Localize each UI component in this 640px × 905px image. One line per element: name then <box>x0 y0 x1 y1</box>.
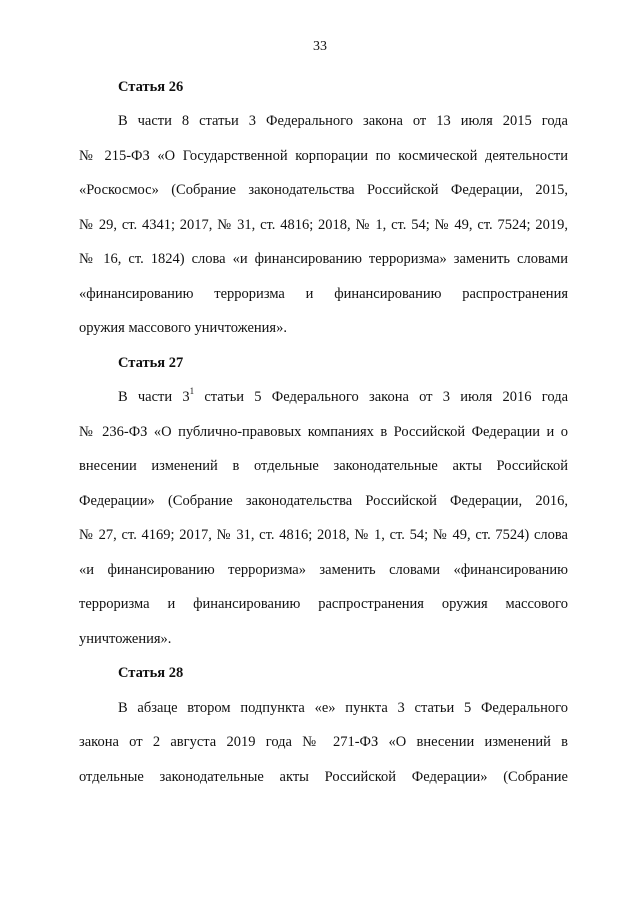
article-27-line-1-end: статьи 5 Федерального закона от 3 июля 2016 года <box>194 389 569 405</box>
article-26-line-5: № 16, ст. 1824) слова «и финансированию терроризма» заменить словами <box>79 251 568 267</box>
article-26-line-2: № 215-ФЗ «О Государственной корпорации по космической деятельности <box>79 148 568 164</box>
article-27-line-3: внесении изменений в отдельные законодательные акты Российской <box>79 458 568 474</box>
article-26-line-3: «Роскосмос» (Собрание законодательства Российской Федерации, 2015, <box>79 182 568 198</box>
article-27-line-1 <box>118 388 568 406</box>
article-26-line-6: «финансированию терроризма и финансированию распространения <box>79 286 568 302</box>
article-27-heading: Статья 27 <box>118 355 184 371</box>
article-27-line-5: № 27, ст. 4169; 2017, № 31, ст. 4816; 2018, № 1, ст. 54; № 49, ст. 7524) слова <box>79 527 568 543</box>
page-number: 33 <box>313 39 327 54</box>
article-28-line-1: В абзаце втором подпункта «е» пункта 3 статьи 5 Федерального <box>118 700 568 716</box>
article-26-heading: Статья 26 <box>118 79 184 95</box>
article-27-line-2: № 236-ФЗ «О публично-правовых компаниях в Российской Федерации и о <box>79 424 568 440</box>
article-28-line-2: закона от 2 августа 2019 года № 271-ФЗ «О внесении изменений в <box>79 734 568 750</box>
article-27-line-1-start: В части 3 <box>118 389 190 405</box>
article-26-line-7: оружия массового уничтожения». <box>79 320 287 336</box>
article-28-line-3: отдельные законодательные акты Российской Федерации» (Собрание <box>79 769 568 785</box>
article-27-line-4: Федерации» (Собрание законодательства Российской Федерации, 2016, <box>79 493 568 509</box>
article-27-line-8: уничтожения». <box>79 631 172 647</box>
article-28-heading: Статья 28 <box>118 665 184 681</box>
article-26-line-4: № 29, ст. 4341; 2017, № 31, ст. 4816; 2018, № 1, ст. 54; № 49, ст. 7524; 2019, <box>79 217 568 233</box>
article-27-line-6: «и финансированию терроризма» заменить словами «финансированию <box>79 562 568 578</box>
article-26-line-1: В части 8 статьи 3 Федерального закона от 13 июля 2015 года <box>118 113 568 129</box>
article-27-superscript: 1 <box>189 386 195 397</box>
article-27-line-7: терроризма и финансированию распространения оружия массового <box>79 596 568 612</box>
